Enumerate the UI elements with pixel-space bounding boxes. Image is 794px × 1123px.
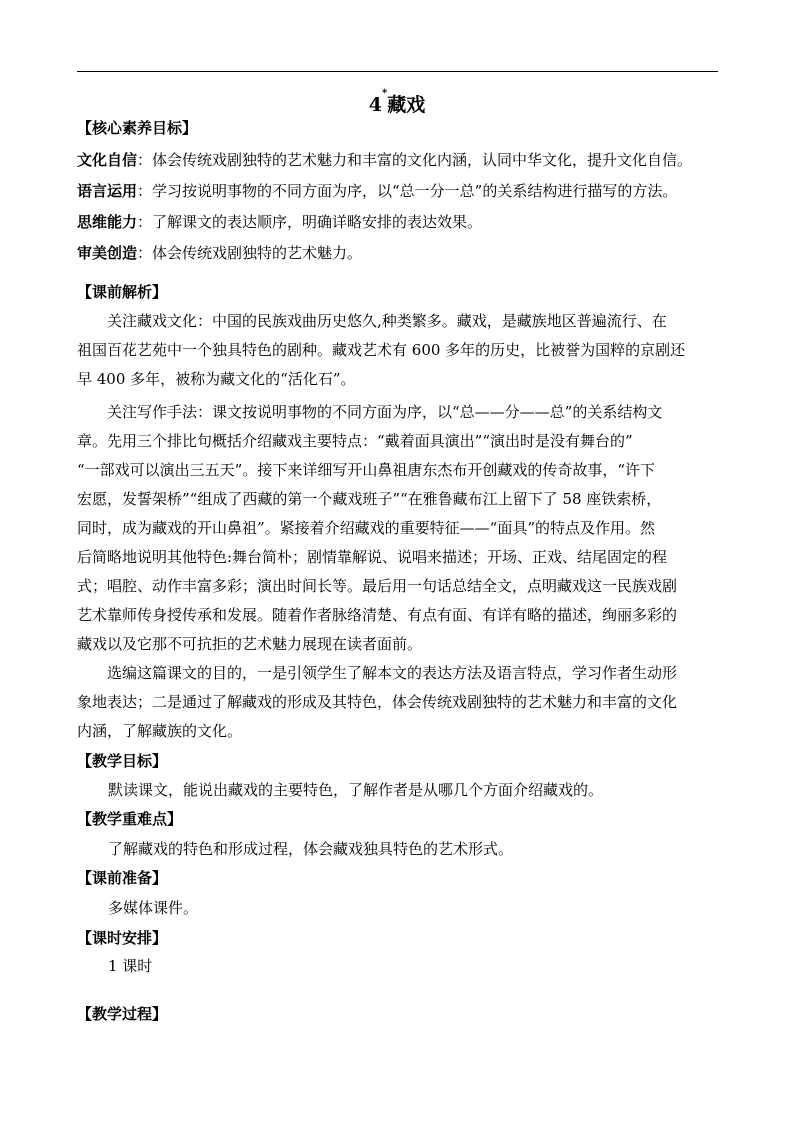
goal-aesthetic bbox=[77, 243, 362, 263]
goal-label: 文化自信 bbox=[77, 151, 138, 169]
paragraph-line: 早 400 多年，被称为藏文化的“活化石”。 bbox=[77, 370, 356, 388]
lesson-title bbox=[0, 90, 794, 117]
paragraph-line: 式；唱腔、动作丰富多彩；演出时间长等。最后用一句话总结全文，点明藏戏这一民族戏剧 bbox=[77, 577, 678, 595]
paragraph-line: 象地表达；二是通过了解藏戏的形成及其特色，体会传统戏剧独特的艺术魅力和丰富的文化 bbox=[77, 693, 678, 711]
heading-process: 【教学过程】 bbox=[77, 1005, 168, 1023]
paragraph-line: 宏愿，发誓架桥”“组成了西藏的第一个藏戏班子”“在雅鲁藏布江上留下了 58 座铁索桥， bbox=[77, 490, 662, 508]
goal-text: ：学习按说明事物的不同方面为序，以“总一分一总”的关系结构进行描写的方法。 bbox=[137, 182, 678, 200]
lesson-name: 藏戏 bbox=[387, 94, 426, 116]
paragraph-line: 内涵，了解藏族的文化。 bbox=[77, 722, 243, 740]
paragraph-line: 同时，成为藏戏的开山鼻祖”。紧接着介绍藏戏的重要特征——“面具”的特点及作用。然 bbox=[77, 519, 656, 537]
paragraph-line: 选编这篇课文的目的，一是引领学生了解本文的表达方法及语言特点，学习作者生动形 bbox=[107, 664, 678, 682]
goal-language bbox=[77, 181, 677, 201]
goal-culture bbox=[77, 150, 692, 170]
self-study-mark: * bbox=[381, 88, 388, 99]
goal-thinking bbox=[77, 212, 482, 232]
teaching-goal-text: 默读课文，能说出藏戏的主要特色，了解作者是从哪几个方面介绍藏戏的。 bbox=[108, 781, 604, 799]
preparation-text: 多媒体课件。 bbox=[108, 899, 199, 917]
heading-preparation: 【课前准备】 bbox=[77, 869, 168, 887]
paragraph-line: “一部戏可以演出三五天”。接下来详细写开山鼻祖唐东杰布开创藏戏的传奇故事，“许下 bbox=[77, 461, 656, 479]
goal-text: ：体会传统戏剧独特的艺术魅力。 bbox=[137, 244, 363, 262]
heading-key-points: 【教学重难点】 bbox=[77, 810, 183, 828]
schedule-text: 1 课时 bbox=[108, 957, 153, 975]
heading-schedule: 【课时安排】 bbox=[77, 929, 168, 947]
heading-core-goals: 【核心素养目标】 bbox=[77, 119, 198, 137]
paragraph-line: 后简略地说明其他特色:舞台简朴；剧情靠解说、说唱来描述；开场、正戏、结尾固定的程 bbox=[77, 548, 668, 566]
paragraph-line: 关注藏戏文化：中国的民族戏曲历史悠久,种类繁多。藏戏，是藏族地区普遍流行、在 bbox=[107, 312, 667, 330]
paragraph-line: 章。先用三个排比句概括介绍藏戏主要特点：“戴着面具演出”“演出时是没有舞台的” bbox=[77, 432, 633, 450]
goal-label: 语言运用 bbox=[77, 182, 138, 200]
lesson-number: 4 bbox=[368, 94, 382, 116]
paragraph-line: 关注写作手法：课文按说明事物的不同方面为序，以“总——分——总”的关系结构文 bbox=[107, 403, 663, 421]
header-rule bbox=[77, 71, 718, 72]
key-points-text: 了解藏戏的特色和形成过程，体会藏戏独具特色的艺术形式。 bbox=[108, 840, 514, 858]
heading-analysis: 【课前解析】 bbox=[77, 283, 168, 301]
goal-label: 审美创造 bbox=[77, 244, 138, 262]
goal-label: 思维能力 bbox=[77, 213, 138, 231]
goal-text: ：体会传统戏剧独特的艺术魅力和丰富的文化内涵，认同中华文化，提升文化自信。 bbox=[137, 151, 693, 169]
paragraph-line: 祖国百花艺苑中一个独具特色的剧种。藏戏艺术有 600 多年的历史，比被誉为国粹的京剧还 bbox=[77, 341, 686, 359]
heading-teaching-goal: 【教学目标】 bbox=[77, 752, 168, 770]
paragraph-line: 艺术靠师传身授传承和发展。随着作者脉络清楚、有点有面、有详有略的描述，绚丽多彩的 bbox=[77, 606, 678, 624]
goal-text: ：了解课文的表达顺序，明确详略安排的表达效果。 bbox=[137, 213, 483, 231]
paragraph-line: 藏戏以及它那不可抗拒的艺术魅力展现在读者面前。 bbox=[77, 635, 423, 653]
